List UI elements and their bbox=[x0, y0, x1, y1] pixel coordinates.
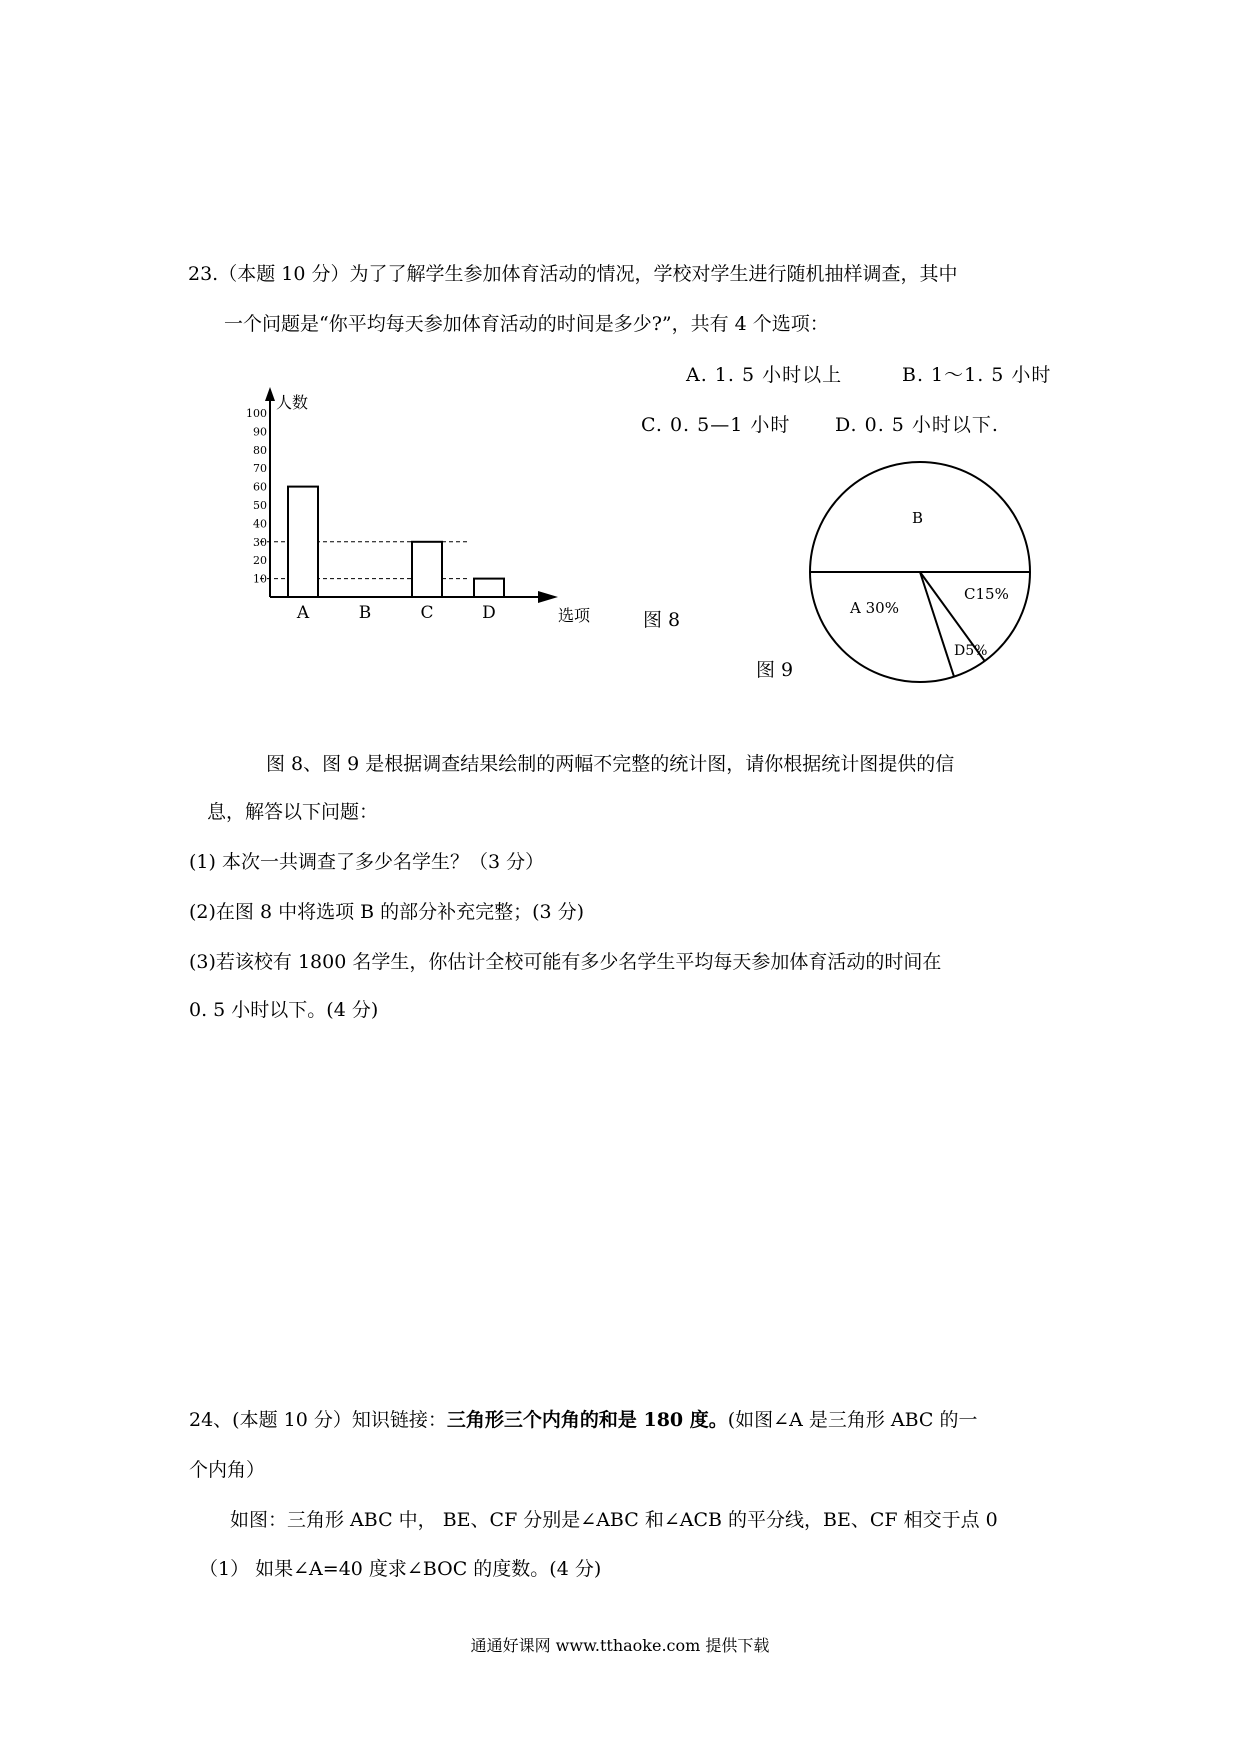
option-c: C. 0. 5—1 小时 bbox=[641, 414, 791, 436]
q23-sub3-line1: (3)若该校有 1800 名学生，你估计全校可能有多少名学生平均每天参加体育活动的时间在 bbox=[189, 951, 942, 973]
q23-sub2: (2)在图 8 中将选项 B 的部分补充完整；(3 分) bbox=[189, 901, 585, 923]
figure-8-label: 图 8 bbox=[643, 609, 681, 631]
q24-line3: 如图：三角形 ABC 中， BE、CF 分别是∠ABC 和∠ACB 的平分线，BE、CF 相交于点 0 bbox=[230, 1509, 998, 1531]
bar-c bbox=[412, 542, 442, 597]
y-tick-label: 80 bbox=[253, 443, 267, 457]
footer-source: 通通好课网 www.tthaoke.com 提供下载 bbox=[470, 1636, 770, 1655]
figure-9-pie-chart bbox=[808, 455, 1048, 695]
option-d: D. 0. 5 小时以下. bbox=[835, 414, 999, 436]
x-axis-arrow bbox=[538, 591, 558, 603]
q24-line1-suffix: (如图∠A 是三角形 ABC 的一 bbox=[727, 1409, 978, 1431]
pie-label-b: B bbox=[912, 509, 924, 527]
q23-line2: 一个问题是“你平均每天参加体育活动的时间是多少?”，共有 4 个选项： bbox=[224, 313, 829, 335]
pie-label-d: D5% bbox=[954, 643, 988, 659]
y-tick-label: 20 bbox=[253, 554, 267, 568]
y-axis-label: 人数 bbox=[276, 393, 309, 412]
option-b: B. 1～1. 5 小时 bbox=[902, 364, 1052, 386]
category-label-d: D bbox=[482, 603, 496, 623]
y-tick-label: 50 bbox=[253, 499, 267, 512]
category-labels bbox=[296, 603, 496, 623]
y-tick-label: 30 bbox=[253, 535, 267, 549]
option-a: A. 1. 5 小时以上 bbox=[686, 364, 843, 386]
category-label-c: C bbox=[420, 603, 434, 623]
q23-desc-line1: 图 8、图 9 是根据调查结果绘制的两幅不完整的统计图，请你根据统计图提供的信 bbox=[266, 753, 955, 775]
q24-line1 bbox=[189, 1408, 978, 1432]
y-tick-label: 90 bbox=[253, 425, 267, 439]
y-tick-label: 60 bbox=[253, 480, 267, 494]
y-tick-label: 70 bbox=[253, 462, 267, 476]
y-axis-arrow bbox=[265, 387, 275, 401]
q23-desc-line2: 息，解答以下问题： bbox=[207, 801, 379, 823]
q23-line1: 23.（本题 10 分）为了了解学生参加体育活动的情况，学校对学生进行随机抽样调查，其中 bbox=[188, 263, 958, 285]
y-tick-label: 10 bbox=[253, 572, 267, 586]
pie-label-a: A 30% bbox=[850, 599, 899, 617]
bar-d bbox=[474, 579, 504, 597]
figure-9-label: 图 9 bbox=[756, 659, 794, 681]
y-tick-label: 100 bbox=[246, 407, 267, 420]
q23-sub3-line2: 0. 5 小时以下。(4 分) bbox=[189, 999, 379, 1021]
pie-label-c: C15% bbox=[964, 585, 1009, 603]
y-ticks bbox=[246, 407, 267, 586]
q24-line2: 个内角） bbox=[189, 1459, 266, 1481]
category-label-a: A bbox=[296, 603, 310, 623]
q24-line1-prefix: 24、(本题 10 分）知识链接： bbox=[189, 1409, 447, 1431]
y-tick-label: 40 bbox=[253, 517, 267, 531]
bar-a bbox=[288, 487, 318, 597]
category-label-b: B bbox=[358, 603, 372, 623]
pie-boundary-3 bbox=[920, 572, 954, 677]
x-axis-label: 选项 bbox=[558, 606, 591, 625]
figure-8-bar-chart bbox=[240, 385, 600, 645]
q24-knowledge-link: 三角形三个内角的和是 180 度。 bbox=[446, 1409, 728, 1431]
q23-sub1: (1) 本次一共调查了多少名学生？（3 分） bbox=[189, 851, 545, 873]
q24-line4: （1） 如果∠A=40 度求∠BOC 的度数。(4 分) bbox=[199, 1558, 602, 1580]
